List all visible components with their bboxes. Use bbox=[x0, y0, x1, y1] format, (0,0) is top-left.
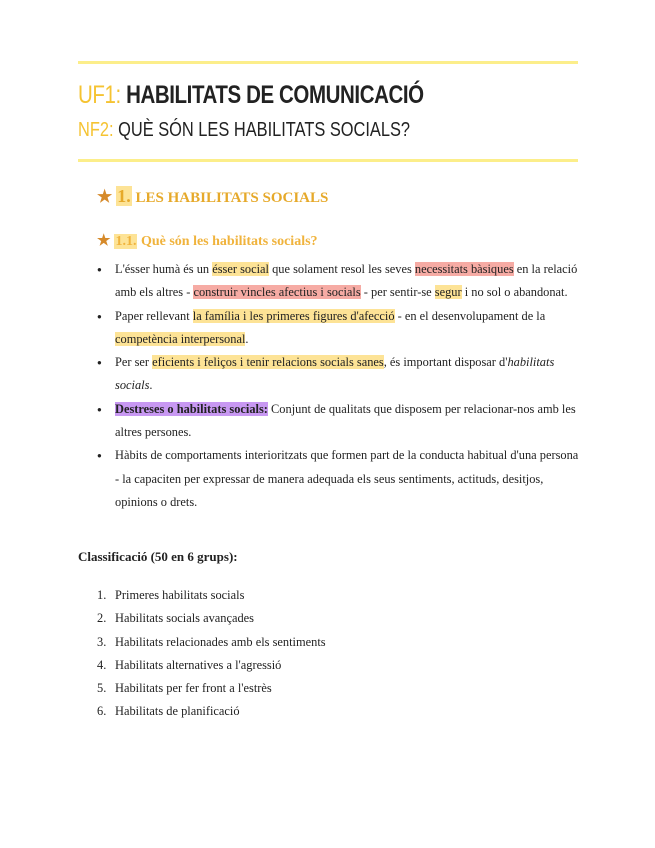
title-prefix: UF1: bbox=[78, 81, 121, 109]
bottom-divider bbox=[78, 159, 578, 162]
subtitle-prefix: NF2: bbox=[78, 119, 114, 141]
document-subtitle bbox=[78, 117, 410, 143]
classification-heading: Classificació (50 en 6 grups): bbox=[78, 549, 238, 564]
list-item: 2. Habilitats socials avançades bbox=[97, 611, 255, 626]
subtitle-text: QUÈ SÓN LES HABILITATS SOCIALS? bbox=[118, 119, 411, 141]
list-item: ● Hàbits de comportaments interioritzats que formen part de la conducta habitual d'una persona - la capaciten per expressar de manera adequada els seus sentiments, actituds, desitjos, opinions o drets. bbox=[97, 444, 579, 514]
document-title bbox=[78, 80, 424, 110]
section-title: LES HABILITATS SOCIALS bbox=[135, 190, 329, 206]
list-item: ● Paper rellevant la família i les primeres figures d'afecció - en el desenvolupament de la competència interpersonal. bbox=[97, 305, 579, 352]
subsection-number: 1.1. bbox=[115, 234, 137, 249]
list-item: ● Destreses o habilitats socials: Conjunt de qualitats que disposem per relacionar-nos amb les altres persones. bbox=[97, 398, 579, 445]
star-icon: ★ bbox=[97, 187, 113, 206]
subsection-title: Què són les habilitats socials? bbox=[140, 234, 318, 249]
list-item: 5. Habilitats per fer front a l'estrès bbox=[97, 681, 272, 696]
subsection-heading bbox=[97, 230, 318, 253]
list-item: 1. Primeres habilitats socials bbox=[97, 588, 245, 602]
list-item: 4. Habilitats alternatives a l'agressió bbox=[97, 657, 282, 672]
classification-list bbox=[97, 584, 326, 724]
title-text: HABILITATS DE COMUNICACIÓ bbox=[126, 81, 424, 109]
top-divider bbox=[78, 61, 578, 64]
list-item: ● Per ser eficients i feliços i tenir relacions socials sanes, és important disposar d'habilitats socials. bbox=[97, 351, 579, 398]
list-item: 6. Habilitats de planificació bbox=[97, 704, 240, 719]
list-item: 3. Habilitats relacionades amb els sentiments bbox=[97, 634, 326, 649]
star-icon: ★ bbox=[97, 233, 111, 249]
section-heading bbox=[97, 184, 328, 210]
section-number: 1. bbox=[117, 186, 131, 206]
list-item: ● L'ésser humà és un ésser social que solament resol les seves necessitats bàsiques en la relació amb els altres - construir vincles afectius i socials - per sentir-se segur i no sol o abandonat. bbox=[97, 258, 579, 305]
bullet-list bbox=[97, 258, 579, 514]
